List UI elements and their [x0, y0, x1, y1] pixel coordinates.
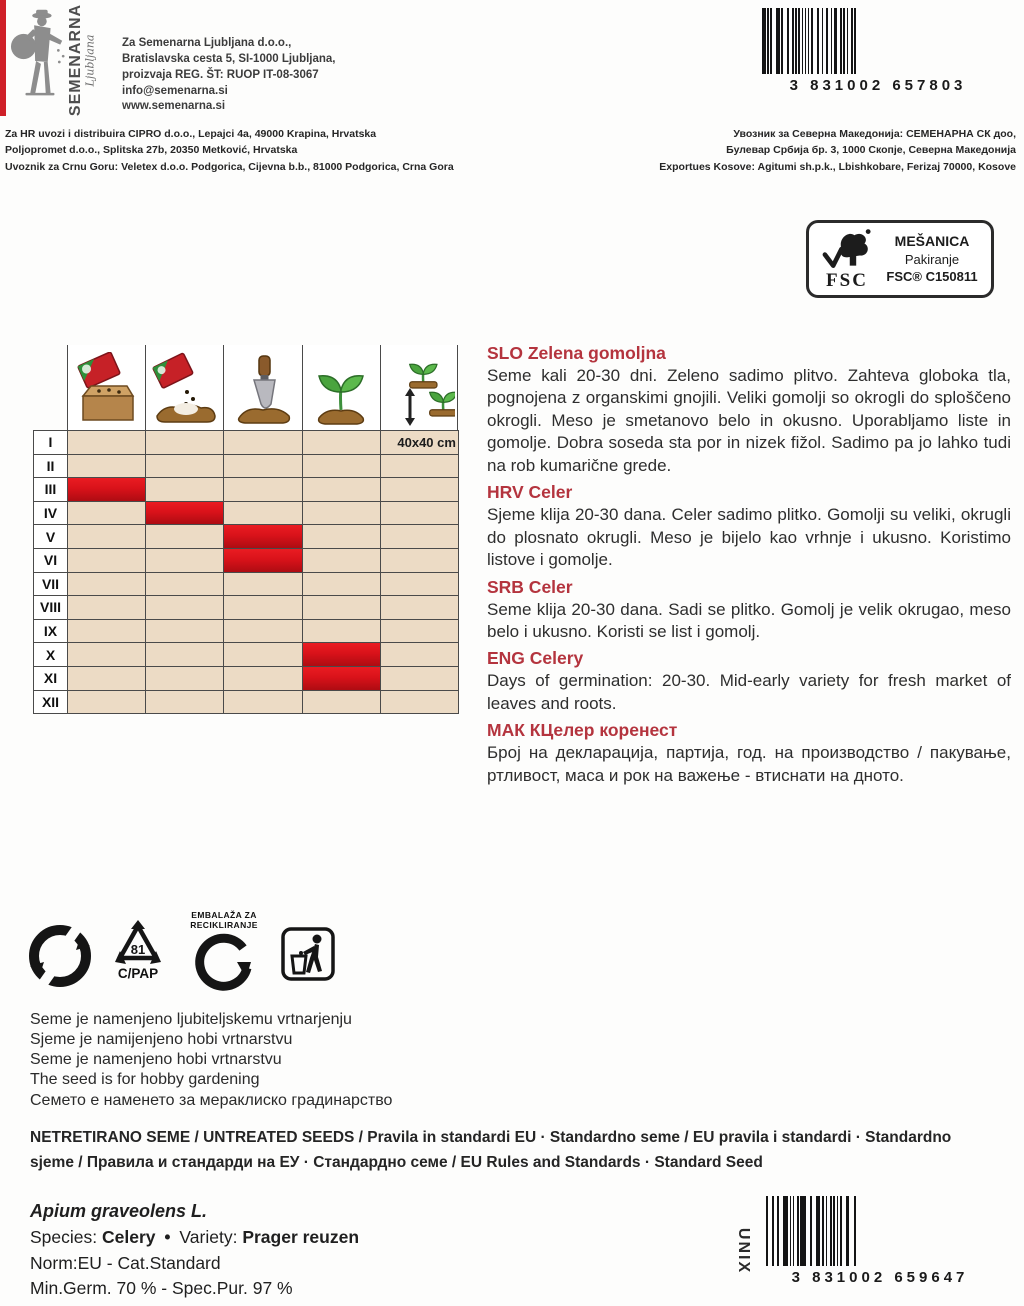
calendar-cell-sowing-in-seedbox-IV — [68, 502, 146, 526]
calendar-cell-plant-spacing-VIII — [381, 596, 459, 620]
calendar-cell-direct-sowing-III — [146, 478, 224, 502]
calendar-cell-direct-sowing-VI — [146, 549, 224, 573]
calendar-cell-sowing-in-seedbox-XII — [68, 691, 146, 715]
top-barcode-digits: 3 831002 657803 — [789, 77, 967, 94]
calendar-cell-transplanting-trowel-IV — [224, 502, 302, 526]
hobby-line: Seme je namenjeno ljubiteljskemu vrtnarjenju — [30, 1011, 352, 1028]
hobby-gardening-text — [30, 1010, 392, 1111]
calendar-cell-transplanting-trowel-X — [224, 643, 302, 667]
species-value: Celery — [102, 1226, 156, 1247]
fsc-label — [806, 220, 994, 298]
month-label: IV — [34, 502, 68, 526]
section-body-mak: Број на декларација, партија, год. на производство / пакување, ртливост, маса и рок на важење - втиснати на дното. — [487, 743, 1011, 785]
calendar-cell-transplanting-trowel-XI — [224, 667, 302, 691]
botany-block — [30, 1198, 359, 1302]
distributor-info-right — [659, 126, 1016, 175]
distributor-line: Exportues Kosove: Agitumi sh.p.k., Lbishkobare, Ferizaj 70000, Kosove — [659, 160, 1016, 173]
calendar-cell-plant-spacing-X — [381, 643, 459, 667]
calendar-cell-direct-sowing-X — [146, 643, 224, 667]
section-title-srb: SRB Celer — [487, 576, 573, 597]
section-body-srb: Seme klija 20-30 dana. Sadi se plitko. Gomolj je velik okrugao, meso belo i ukusno. Koristi se list i gomolj. — [487, 599, 1011, 641]
calendar-cell-transplanting-trowel-V — [224, 525, 302, 549]
hobby-line: Семето е наменето за мераклиско градинарство — [30, 1091, 393, 1109]
calendar-cell-sowing-in-seedbox-I — [68, 431, 146, 455]
calendar-row-X — [34, 643, 459, 667]
calendar-cell-planting-out-VI — [303, 549, 381, 573]
calendar-cell-sowing-in-seedbox-III — [68, 478, 146, 502]
calendar-cell-plant-spacing-II — [381, 455, 459, 479]
calendar-icon-header — [33, 345, 459, 430]
month-label: II — [34, 455, 68, 479]
fsc-tree-icon — [821, 227, 873, 273]
packaging-recycling-label: EMBALAŽA ZA RECIKLIRANJE — [190, 910, 258, 931]
distributor-line: Увозник за Северна Македонија: СЕМЕНАРНА СК доо, — [733, 128, 1016, 140]
calendar-cell-transplanting-trowel-IX — [224, 620, 302, 644]
calendar-cell-planting-out-IV — [303, 502, 381, 526]
distributor-line: Булевар Србија бр. 3, 1000 Скопје, Северна Македонија — [726, 144, 1016, 157]
brand-city: Ljubljana — [83, 34, 97, 86]
address-line: proizvaja REG. ŠT: RUOP IT-08-3067 — [122, 68, 319, 81]
calendar-cell-sowing-in-seedbox-VIII — [68, 596, 146, 620]
calendar-grid — [33, 430, 459, 714]
plant-spacing-icon — [380, 345, 458, 430]
calendar-cell-direct-sowing-XI — [146, 667, 224, 691]
calendar-cell-sowing-in-seedbox-VI — [68, 549, 146, 573]
semenarna-logo — [10, 3, 110, 118]
species-variety-line — [30, 1225, 359, 1251]
cpap-material-label: C/PAP — [117, 966, 159, 981]
month-label: XI — [34, 667, 68, 691]
month-label: I — [34, 431, 68, 455]
calendar-cell-planting-out-X — [303, 643, 381, 667]
calendar-cell-direct-sowing-I — [146, 431, 224, 455]
manufacturer-address — [122, 36, 336, 115]
calendar-cell-transplanting-trowel-III — [224, 478, 302, 502]
calendar-row-II — [34, 455, 459, 479]
sowing-in-seedbox-icon — [67, 345, 145, 430]
address-line: info@semenarna.si — [122, 84, 228, 97]
calendar-cell-sowing-in-seedbox-II — [68, 455, 146, 479]
calendar-cell-plant-spacing-VII — [381, 573, 459, 597]
packaging-recycling — [176, 910, 272, 994]
calendar-cell-direct-sowing-VII — [146, 573, 224, 597]
recycling-arrow-icon — [193, 932, 255, 994]
section-title-slo: SLO Zelena gomoljna — [487, 343, 666, 363]
cpap-code: 81 — [130, 942, 146, 957]
untreated-seeds-statement: NETRETIRANO SEME / UNTREATED SEEDS / Pravila in standardi EU · Standardno seme / EU pravila i standardi · Standardno sjeme / Правила и стандарди на ЕУ · Стандардно семе / EU Rules and Standards · Standard Seed — [30, 1129, 952, 1171]
green-dot-icon — [28, 924, 92, 988]
calendar-cell-direct-sowing-IV — [146, 502, 224, 526]
calendar-cell-plant-spacing-VI — [381, 549, 459, 573]
distributor-line: Poljopromet d.o.o., Splitska 27b, 20350 Metković, Hrvatska — [5, 144, 298, 157]
month-label: III — [34, 478, 68, 502]
calendar-cell-direct-sowing-IX — [146, 620, 224, 644]
section-title-hrv: HRV Celer — [487, 482, 573, 503]
calendar-row-XII — [34, 691, 459, 715]
distributor-line: Uvoznik za Crnu Goru: Veletex d.o.o. Podgorica, Cijevna b.b., 81000 Podgorica, Crna Gora — [5, 160, 454, 173]
calendar-cell-planting-out-V — [303, 525, 381, 549]
calendar-cell-direct-sowing-VIII — [146, 596, 224, 620]
direct-sowing-icon — [145, 345, 223, 430]
latin-name: Apium graveolens L. — [30, 1201, 208, 1221]
species-label: Species: — [30, 1226, 98, 1247]
calendar-cell-direct-sowing-V — [146, 525, 224, 549]
month-label: IX — [34, 620, 68, 644]
variety-value: Prager reuzen — [242, 1226, 360, 1247]
germination-line: Min.Germ. 70 % - Spec.Pur. 97 % — [30, 1278, 293, 1299]
separator-dot: • — [164, 1226, 171, 1247]
section-body-slo: Seme kali 20-30 dni. Zeleno sadimo plitvo. Zahteva globoka tla, pognojena z organskimi gnojili. Veliki gomolji so okrogli do sploščeno okrogli. Meso je smetanovo belo in okusno. Uporabljamo liste in gomolje. Dobra soseda sta por in nizek fižol. Sadimo pa jo lahko tudi na rob kumarične grede. — [487, 366, 1011, 475]
distributor-info-left — [5, 126, 454, 175]
fsc-packaging-label: Pakiranje — [904, 251, 960, 267]
month-label: VIII — [34, 596, 68, 620]
calendar-cell-transplanting-trowel-VIII — [224, 596, 302, 620]
calendar-row-VIII — [34, 596, 459, 620]
section-title-mak: МАК КЦелер коренест — [487, 720, 678, 741]
calendar-cell-plant-spacing-III — [381, 478, 459, 502]
tidyman-icon — [280, 926, 336, 982]
brand-name: SEMENARNA — [67, 3, 84, 117]
planting-calendar — [33, 345, 459, 714]
address-line: Za Semenarna Ljubljana d.o.o., — [122, 37, 292, 49]
month-label: X — [34, 643, 68, 667]
description-sections — [487, 343, 1011, 792]
fsc-mix-label: MEŠANICA — [894, 233, 970, 249]
distributor-line: Za HR uvozi i distribuira CIPRO d.o.o., Lepajci 4a, 49000 Krapina, Hrvatska — [5, 128, 377, 140]
calendar-row-IX — [34, 620, 459, 644]
calendar-cell-direct-sowing-XII — [146, 691, 224, 715]
calendar-cell-transplanting-trowel-II — [224, 455, 302, 479]
fsc-code: FSC® C150811 — [886, 269, 978, 285]
address-line: www.semenarna.si — [122, 100, 226, 113]
calendar-cell-sowing-in-seedbox-IX — [68, 620, 146, 644]
month-label: V — [34, 525, 68, 549]
sower-icon — [10, 6, 68, 116]
calendar-cell-transplanting-trowel-XII — [224, 691, 302, 715]
calendar-cell-planting-out-IX — [303, 620, 381, 644]
top-barcode — [762, 8, 994, 94]
month-label: XII — [34, 691, 68, 715]
calendar-cell-planting-out-XII — [303, 691, 381, 715]
calendar-cell-sowing-in-seedbox-VII — [68, 573, 146, 597]
address-line: Bratislavska cesta 5, SI-1000 Ljubljana, — [122, 52, 336, 65]
bottom-barcode-digits: 3 831002 659647 — [791, 1269, 969, 1286]
hobby-line: Sjeme je namijenjeno hobi vrtnarstvu — [30, 1031, 293, 1049]
fsc-word: FSC — [826, 269, 868, 291]
calendar-cell-planting-out-I — [303, 431, 381, 455]
section-body-hrv: Sjeme klija 20-30 dana. Celer sadimo plitko. Gomolji su veliki, okrugli do plosnato okrugli. Meso je bijelo kao vrhnje i ukusno. Koristimo listove i gomolje. — [487, 505, 1011, 570]
calendar-cell-sowing-in-seedbox-X — [68, 643, 146, 667]
hobby-line: Seme je namenjeno hobi vrtnarstvu — [30, 1051, 282, 1069]
bottom-barcode — [766, 1196, 994, 1286]
calendar-cell-planting-out-III — [303, 478, 381, 502]
month-label: VII — [34, 573, 68, 597]
calendar-cell-plant-spacing-V — [381, 525, 459, 549]
calendar-cell-sowing-in-seedbox-V — [68, 525, 146, 549]
calendar-row-I — [34, 431, 459, 455]
section-title-eng: ENG Celery — [487, 648, 584, 669]
calendar-row-VI — [34, 549, 459, 573]
month-label: VI — [34, 549, 68, 573]
unix-label: UNIX — [735, 1227, 752, 1275]
calendar-cell-transplanting-trowel-VI — [224, 549, 302, 573]
calendar-cell-plant-spacing-IV — [381, 502, 459, 526]
bottom-barcode-bars — [766, 1196, 994, 1266]
calendar-row-IV — [34, 502, 459, 526]
calendar-cell-planting-out-XI — [303, 667, 381, 691]
calendar-cell-planting-out-VII — [303, 573, 381, 597]
hobby-line: The seed is for hobby gardening — [30, 1071, 260, 1089]
calendar-row-III — [34, 478, 459, 502]
calendar-row-VII — [34, 573, 459, 597]
variety-label: Variety: — [179, 1226, 238, 1247]
calendar-cell-planting-out-II — [303, 455, 381, 479]
calendar-cell-plant-spacing-IX — [381, 620, 459, 644]
calendar-row-XI — [34, 667, 459, 691]
calendar-cell-plant-spacing-XI — [381, 667, 459, 691]
transplanting-trowel-icon — [223, 345, 301, 430]
top-barcode-bars — [762, 8, 994, 74]
calendar-cell-sowing-in-seedbox-XI — [68, 667, 146, 691]
section-body-eng: Days of germination: 20-30. Mid-early variety for fresh market of leaves and roots. — [487, 671, 1011, 713]
calendar-cell-direct-sowing-II — [146, 455, 224, 479]
calendar-cell-transplanting-trowel-I — [224, 431, 302, 455]
cpap-recycling-icon — [112, 920, 164, 981]
calendar-cell-transplanting-trowel-VII — [224, 573, 302, 597]
calendar-cell-plant-spacing-XII — [381, 691, 459, 715]
calendar-cell-planting-out-VIII — [303, 596, 381, 620]
red-edge-mark — [0, 0, 6, 116]
norm-line: Norm:EU - Cat.Standard — [30, 1252, 221, 1273]
planting-out-icon — [302, 345, 380, 430]
calendar-row-V — [34, 525, 459, 549]
spacing-note: 40x40 cm — [381, 431, 459, 455]
